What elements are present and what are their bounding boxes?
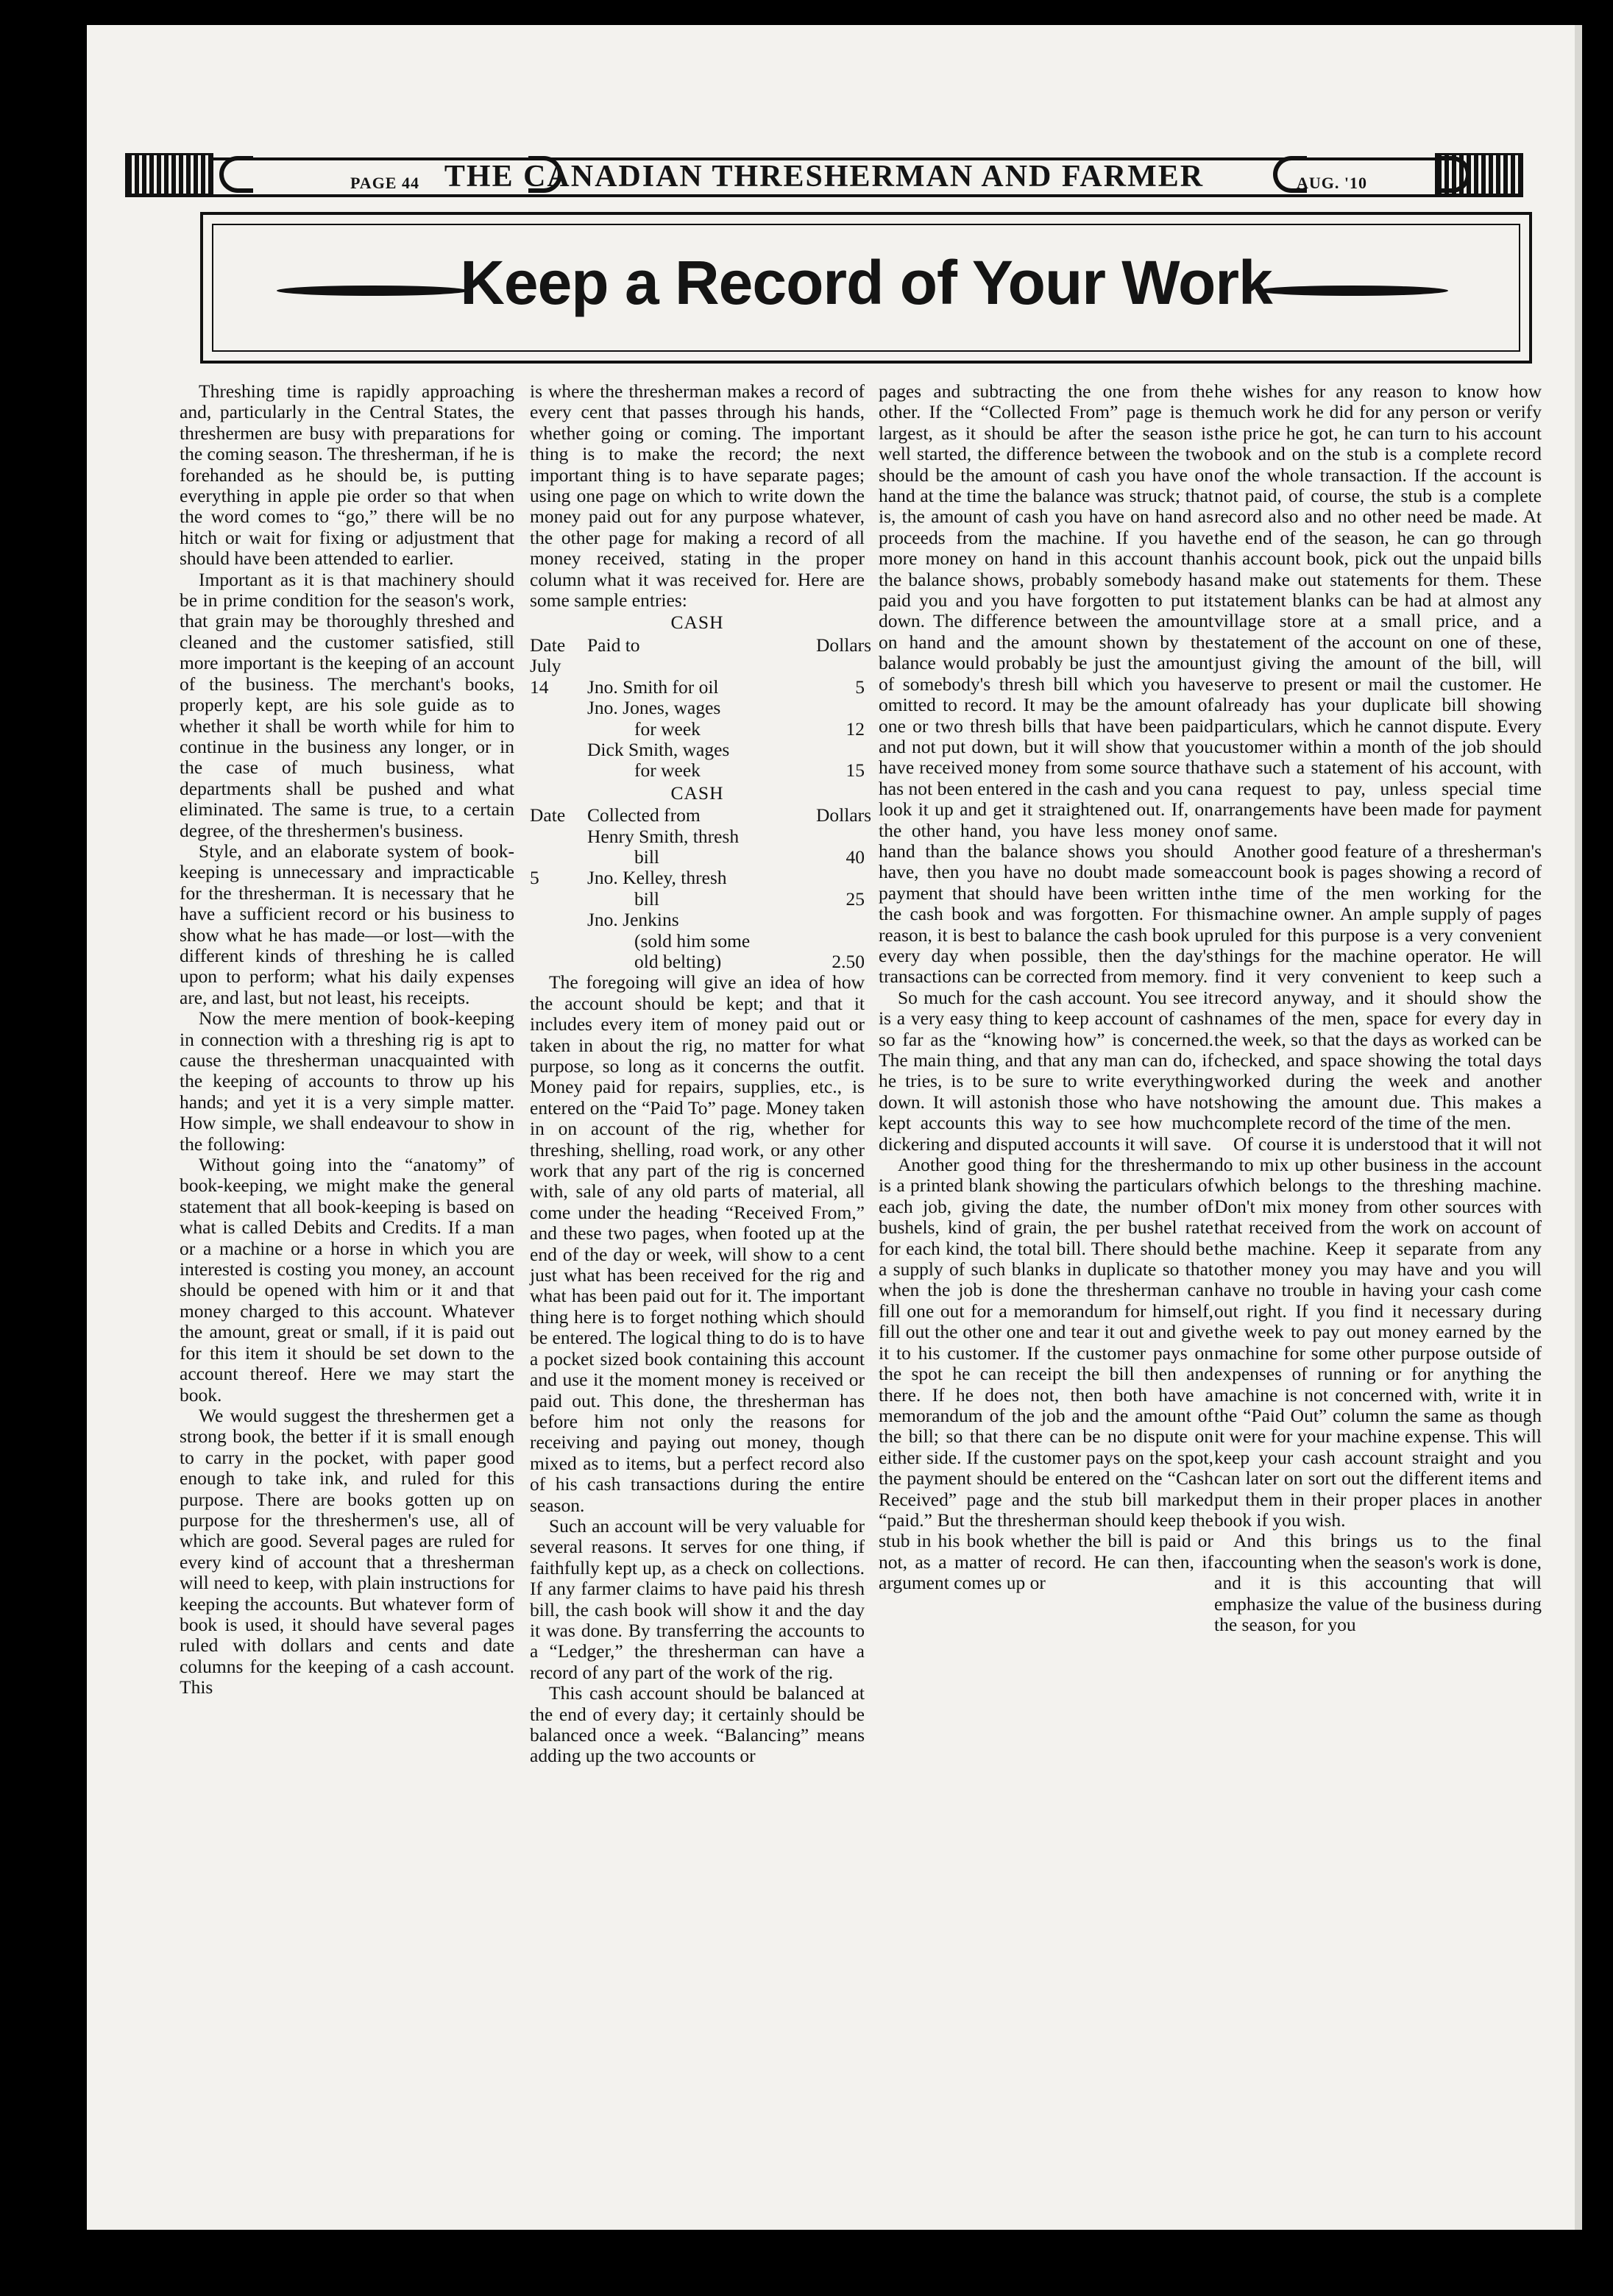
ledger-entry bbox=[530, 952, 865, 972]
ledger-entry bbox=[530, 740, 865, 760]
ledger-heading: CASH bbox=[670, 782, 724, 804]
paragraph: So much for the cash account. You see it is a very easy thing to keep account of cash so far as the “knowing how” is concerned. The main thing, and that any man can do, if he tries, is to be sure to write everything down. It will astonish those who have not kept accounts this way to see how much dickering and disputed accounts it will save. bbox=[879, 986, 1213, 1155]
article-column-1 bbox=[180, 381, 514, 1698]
article-column-4 bbox=[1214, 381, 1542, 1635]
ledger-entry bbox=[530, 889, 865, 910]
headline: Keep a Record of Your Work bbox=[460, 248, 1272, 317]
paragraph: This cash account should be balanced at the end of every day; it certainly should be balanced once a week. “Balancing” means adding up the two accounts or bbox=[530, 1682, 865, 1767]
paragraph: is where the thresherman makes a record of every cent that passes through his hands, whether going or coming. The important thing is to make the record; the next important thing is to have separate pages; using one page on which to write down the money paid out for any purpose whatever, the other page for making a record of all money received, stating in the proper column what it was received for. Here are some sample entries: bbox=[530, 380, 865, 612]
entry-date: 5 bbox=[530, 867, 539, 889]
issue-date: AUG. '10 bbox=[1297, 174, 1367, 192]
masthead bbox=[125, 153, 1523, 196]
paragraph: Now the mere mention of book-keeping in connection with a threshing rig is apt to cause the thresherman unacquainted with the keeping of accounts to throw up his hands; and yet it is a very simple matter. How simple, we shall endeavour to show in the following: bbox=[180, 1007, 514, 1155]
entry-description: Jno. Kelley, thresh bbox=[587, 867, 727, 889]
ledger-col-date: Date bbox=[530, 804, 566, 826]
swash-ornament-icon bbox=[277, 286, 468, 296]
paragraph: Important as it is that machinery should be in prime condition for the season's work, that grain may be thoroughly threshed and cleaned and the customer satisfied, still more important is the keeping of an account of the business. The merchant's books, properly kept, are his sole guide as to whether it shall be worth while for him to continue in the business any longer, or in the case of much business, what departments shall be pushed and what eliminated. The same is true, to a certain degree, of the threshermen's business. bbox=[180, 568, 514, 841]
ledger-column-headers bbox=[530, 634, 872, 656]
ledger-entry bbox=[530, 847, 865, 868]
article-column-3 bbox=[879, 381, 1213, 1594]
entry-description: bill bbox=[634, 887, 660, 910]
entry-description: for week bbox=[634, 759, 701, 782]
page-edge-rule bbox=[1575, 25, 1582, 2230]
paragraph: Such an account will be very valuable for several reasons. It serves for one thing, if faithfully kept up, as a check on collections. If any farmer claims to have paid his thresh bill, the cash book will show it and the day it was done. By transferring the accounts to a “Ledger,” the thresherman can have a record of any part of the work of the rig. bbox=[530, 1514, 865, 1683]
ledger-entry bbox=[530, 698, 865, 718]
ledger-col-label: Collected from bbox=[587, 804, 701, 826]
ledger-col-label: Paid to bbox=[587, 634, 640, 656]
paragraph: We would suggest the threshermen get a strong book, the better if it is small enough to carry in the pocket, with paper good enough to take ink, and ruled for this purpose. There are books gotten up on purpose for the threshermen's use, all of which are good. Several pages are ruled for every kind of account that a thresherman will need to keep, with plain instructions for keeping the accounts. But whatever form of book is used, it should have several pages ruled with dollars and cents and date columns for the keeping of a cash account. This bbox=[180, 1404, 514, 1698]
entry-description: for week bbox=[634, 718, 701, 740]
ledger-entry bbox=[530, 719, 865, 740]
article-column-2 bbox=[530, 380, 872, 1767]
ledger-col-amount: Dollars bbox=[816, 804, 872, 826]
paragraph: Another good thing for the thresherman is a printed blank showing the particulars of each job, giving the date, the number of bushels, kind of grain, the per bushel rate for each kind, the total bill. There should be a supply of such blanks in duplicate so that when the job is done the thresherman can fill one out for a memorandum for himself, fill out the other one and tear it out and give it to his customer. If the customer pays on the spot he can receipt the bill then and there. If he does not, then both have a memorandum of the job and the amount of the bill; so that there can be no dispute on either side. If the customer pays on the spot, the payment should be entered on the “Cash Received” page and the stub bill marked “paid.” But the thresherman should keep the stub in his book whether the bill is paid or not, as a matter of record. He can then, if argument comes up or bbox=[879, 1154, 1213, 1594]
page-number: PAGE 44 bbox=[350, 174, 419, 192]
entry-description: (sold him some bbox=[634, 929, 751, 952]
ledger-column-headers bbox=[530, 804, 872, 826]
ledger-heading: CASH bbox=[670, 612, 724, 634]
ledger-entry bbox=[530, 910, 865, 930]
ledger-entry bbox=[530, 656, 865, 698]
entry-description: Jno. Smith for oil bbox=[587, 676, 719, 698]
paragraph: The foregoing will give an idea of how the account should be kept; and that it includes every item of money paid out or taken in about the rig, no matter for what purpose, so long as it concerns the outfit. Money paid for repairs, supplies, etc., is entered on the “Paid To” page. Money taken in on account of the rig, whether for threshing, shelling, road work, or any other work that any part of the rig is concerned with, sale of any old parts of material, all come under the heading “Received From,” and these two pages, when footed up at the end of the day or week, will show to a cent just what has been received for the rig and what has been paid out for it. The important thing here is to forget nothing which should be entered. The logical thing to do is to have a pocket sized book containing this account and use it the moment money is received or paid out. This done, the thresherman has before him not only the reasons for receiving and paying out money, though mixed as to items, but a perfect record also of his cash transactions during the entire season. bbox=[530, 971, 865, 1516]
ledger-col-amount: Dollars bbox=[816, 634, 872, 656]
ledger-section bbox=[530, 782, 872, 973]
entry-description: old belting) bbox=[634, 950, 722, 972]
paragraph: Without going into the “anatomy” of book-keeping, we might make the general statement that all book-keeping is based on what is called Debits and Credits. If a man or a machine or a horse in which you are interested is costing you money, an account should be opened with him or it and that money charged to this account. Whatever the amount, great or small, if it is paid out for this item it should be set down to the account thereof. Here we may start the book. bbox=[180, 1154, 514, 1406]
ledger-section bbox=[530, 612, 872, 782]
swash-ornament-icon bbox=[1257, 286, 1448, 296]
paragraph: Threshing time is rapidly approaching and, particularly in the Central States, the threshermen are busy with preparations for the coming season. The thresherman, if he is forehanded as he should be, is putting everything in apple pie order so that when the word comes to “go,” there will be no hitch or wait for fixing or adjustment that should have been attended to earlier. bbox=[180, 380, 514, 570]
entry-description: bill bbox=[634, 846, 660, 868]
entry-date: July 14 bbox=[530, 655, 561, 698]
paragraph: pages and subtracting the one from the other. If the “Collected From” page is the largest, as it should be after the season is well started, the difference between the two should be the amount of cash you have on hand at the time the balance was struck; that is, the amount of cash you have on hand as proceeds from the machine. If you have more money on hand in this account than the balance shows, probably somebody has paid you and you have forgotten to put it down. The difference between the amount on hand and the amount shown by the balance would probably be just the amount of somebody's thresh bill which you have omitted to record. It may be the amount of one or two thresh bills that have been paid and not put down, but it will show that you have received money from some source that has not been entered in the cash and you can look it up and get it straightened out. If, on the other hand, you have less money on hand than the balance shows you should have, then you have no doubt made some payment that should have been written in the cash book and was forgotten. For this reason, it is best to balance the cash book up every day when possible, then the day's transactions can be corrected from memory. bbox=[879, 380, 1213, 988]
ledger-entry bbox=[530, 868, 865, 888]
paragraph: Of course it is understood that it will not do to mix up other business in the account which belongs to the threshing machine. Don't mix money from other sources with that received from the work on account of the machine. Keep it separate from any other money you may have and you will have no trouble in having your cash come out right. If you find it necessary during the week to pay out money earned by the machine for some other purpose outside of expenses of running or for anything the machine is not concerned with, write it in the “Paid Out” column the same as though it were for your machine expense. This will keep your cash account straight and you can later on sort out the different items and put them in their proper places in another book if you wish. bbox=[1214, 1133, 1542, 1531]
paragraph: Style, and an elaborate system of book-keeping is unnecessary and impracticable for the thresherman. It is necessary that he have a sufficient record or his business to show what he has made—or lost—with the different kinds of threshing he is called upon to perform; what his daily expenses are, and last, but not least, his receipts. bbox=[180, 840, 514, 1008]
ledger-entry bbox=[530, 826, 865, 847]
entry-amount: 5 bbox=[855, 676, 865, 698]
entry-description: Dick Smith, wages bbox=[587, 738, 730, 760]
headline-box bbox=[200, 212, 1532, 364]
entry-amount: 40 bbox=[846, 846, 865, 868]
entry-description: Henry Smith, thresh bbox=[587, 825, 740, 847]
entry-amount: 15 bbox=[846, 759, 865, 782]
journal-title: THE CANADIAN THRESHERMAN AND FARMER bbox=[444, 160, 1205, 194]
ledger-col-date: Date bbox=[530, 634, 566, 656]
ledger-entry bbox=[530, 931, 865, 952]
ledger-entry bbox=[530, 760, 865, 781]
paragraph: he wishes for any reason to know how much work he did for any person or verify the price he got, he can turn to his account book and on the stub is a complete record of the whole transaction. If the account is not paid, of course, the stub is a complete record also and no other need be made. At the end of the season, he can go through his account book, pick out the unpaid bills and make out statements for them. These statement blanks can be had at almost any village store at a small price, and a statement of the account on one of these, just giving the amount of the bill, will serve to present or mail the customer. He already has your duplicate bill showing particulars, which he cannot dispute. Every customer within a month of the job should have such a statement of his account, with a request to pay, unless special time arrangements have been made for payment of same. bbox=[1214, 380, 1542, 841]
entry-amount: 2.50 bbox=[832, 950, 865, 972]
entry-amount: 12 bbox=[846, 718, 865, 740]
paragraph: Another good feature of a thresherman's account book is pages showing a record of the time of the men working for the machine owner. An ample supply of pages ruled for this purpose is a very convenient things for the machine operator. He will find it very convenient to keep such a record anyway, and it should show the names of the men, space for every day in the week, so that the days as worked can be checked, and space showing the total days worked during the week and another showing the amount due. This makes a complete record of the time of the men. bbox=[1214, 840, 1542, 1134]
entry-description: Jno. Jenkins bbox=[587, 909, 679, 931]
entry-description: Jno. Jones, wages bbox=[587, 697, 721, 719]
paragraph: And this brings us to the final accounting when the season's work is done, and it is this accounting that will emphasize the value of the business during the season, for you bbox=[1214, 1530, 1542, 1635]
entry-amount: 25 bbox=[846, 887, 865, 910]
